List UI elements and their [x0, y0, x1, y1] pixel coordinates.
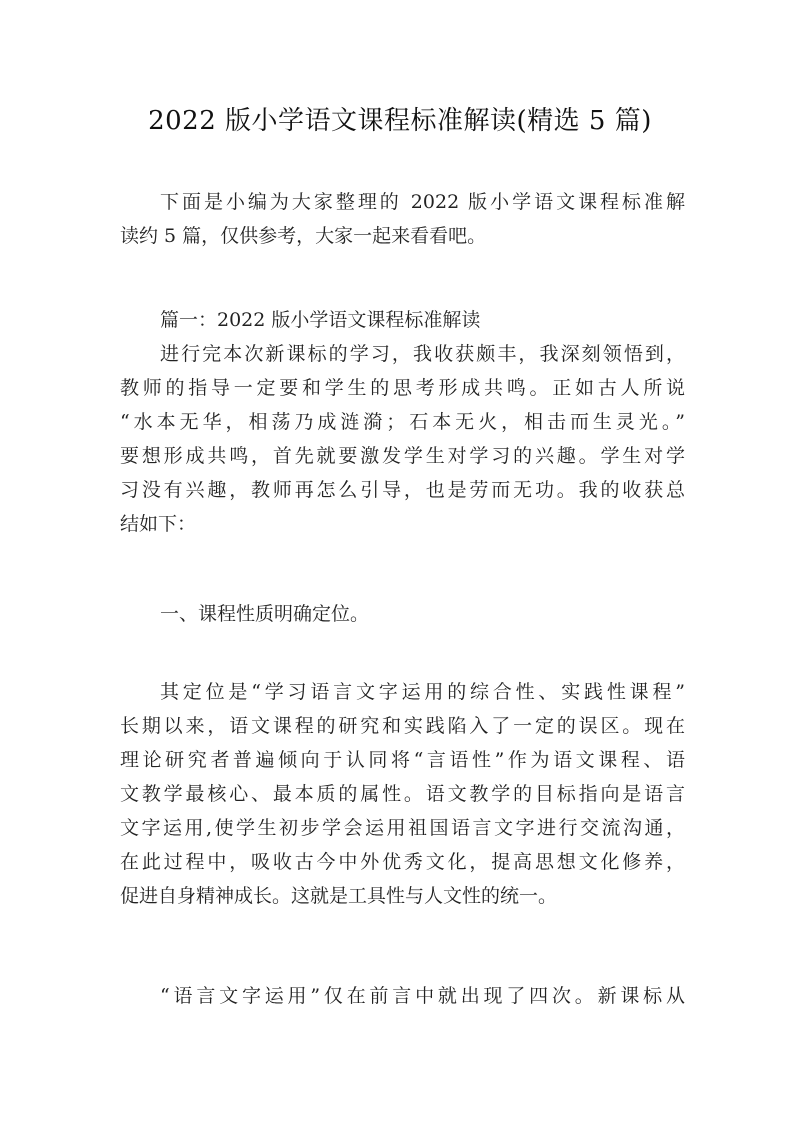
text-line: 教师的指导一定要和学生的思考形成共鸣。正如古人所说 — [120, 377, 685, 399]
section-body-paragraph — [120, 337, 685, 541]
text-line: 习没有兴趣，教师再怎么引导，也是劳而无功。我的收获总 — [120, 479, 685, 501]
section-title: 篇一：2022 版小学语文课程标准解读 — [160, 309, 481, 331]
text-line: 要想形成共鸣，首先就要激发学生对学习的兴趣。学生对学 — [120, 445, 685, 467]
text-line: “水本无华，相荡乃成涟漪；石本无火，相击而生灵光。” — [120, 411, 685, 433]
text-line: 长期以来，语文课程的研究和实践陷入了一定的误区。现在 — [120, 715, 685, 737]
text-line: 文教学最核心、最本质的属性。语文教学的目标指向是语言 — [120, 783, 685, 805]
text-line: 结如下： — [120, 513, 197, 535]
text-line: 其定位是“学习语言文字运用的综合性、实践性课程” — [160, 681, 685, 703]
text-line: 进行完本次新课标的学习，我收获颇丰，我深刻领悟到， — [160, 343, 685, 365]
point-title: 一、课程性质明确定位。 — [160, 603, 370, 625]
text-line: 读约 5 篇，仅供参考，大家一起来看看吧。 — [120, 225, 487, 247]
text-line: 理论研究者普遍倾向于认同将“言语性”作为语文课程、语 — [120, 749, 685, 771]
text-line: 促进自身精神成长。这就是工具性与人文性的统一。 — [120, 885, 558, 907]
intro-paragraph — [120, 185, 685, 253]
text-line: “语言文字运用”仅在前言中就出现了四次。新课标从 — [160, 985, 685, 1007]
document-title: 2022 版小学语文课程标准解读(精选 5 篇) — [148, 106, 652, 136]
text-line: 文字运用,使学生初步学会运用祖国语言文字进行交流沟通， — [120, 817, 685, 839]
section-heading — [120, 303, 685, 337]
text-line: 下面是小编为大家整理的 2022 版小学语文课程标准解 — [160, 191, 685, 213]
point-body-paragraph — [120, 675, 685, 913]
point-heading — [120, 597, 685, 631]
text-line: 在此过程中，吸收古今中外优秀文化，提高思想文化修养， — [120, 851, 685, 873]
continuation-paragraph — [120, 979, 685, 1013]
